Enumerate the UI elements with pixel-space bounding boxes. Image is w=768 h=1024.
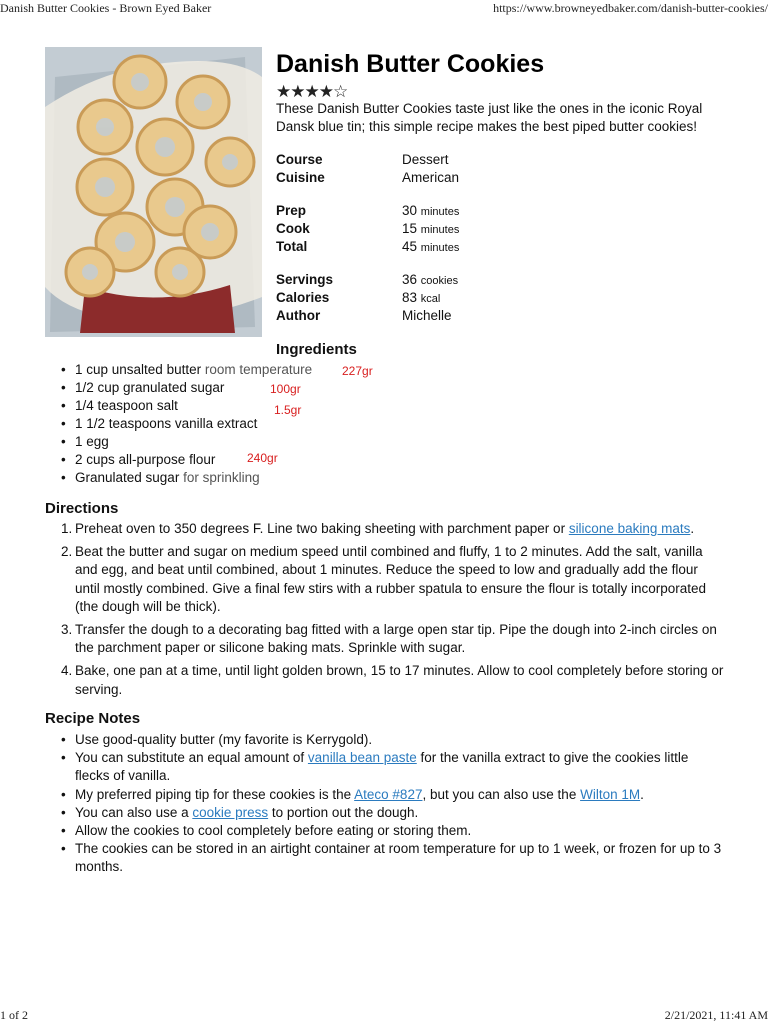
directions-heading: Directions — [45, 500, 119, 517]
directions-list — [45, 520, 725, 704]
print-header — [0, 0, 768, 16]
ingredient-item: • Granulated sugar for sprinkling — [45, 469, 312, 487]
wilton-1m-link[interactable]: Wilton 1M — [580, 786, 641, 802]
direction-step: 4. Bake, one pan at a time, until light golden brown, 15 to 17 minutes. Allow to cool completely before storing or serving. — [61, 663, 724, 697]
total-label: Total — [276, 239, 308, 254]
note-item: • Allow the cookies to cool completely before eating or storing them. — [45, 822, 725, 840]
author-label: Author — [276, 308, 321, 323]
cookie-press-link[interactable]: cookie press — [192, 804, 269, 820]
course-label: Course — [276, 152, 323, 167]
cook-value: 15 — [402, 221, 418, 236]
cook-label: Cook — [276, 221, 310, 236]
cuisine-value: American — [402, 170, 460, 185]
note-item: • The cookies can be stored in an airtight container at room temperature for up to 1 week, or frozen for up to 3 months. — [45, 840, 725, 876]
prep-value: 30 — [402, 203, 418, 218]
ingredient-item: • 1 cup unsalted butter room temperature — [45, 361, 312, 379]
recipe-photo — [45, 47, 262, 337]
ingredient-item: • 1/4 teaspoon salt — [45, 397, 312, 415]
recipe-notes-heading: Recipe Notes — [45, 710, 141, 727]
cuisine-label: Cuisine — [276, 170, 325, 185]
author-value: Michelle — [402, 308, 452, 323]
ateco-827-link[interactable]: Ateco #827 — [354, 786, 423, 802]
ingredients-list — [45, 361, 312, 487]
note-item: • My preferred piping tip for these cookies is the Ateco #827, but you can also use the Wilton 1M. — [45, 786, 725, 804]
recipe-summary: These Danish Butter Cookies taste just like the ones in the iconic Royal Dansk blue tin; this simple recipe makes the best piped butter cookies! — [276, 101, 703, 134]
note-item: • Use good-quality butter (my favorite is Kerrygold). — [45, 731, 725, 749]
handwritten-note: 100gr — [270, 382, 301, 396]
course-value: Dessert — [402, 152, 449, 167]
page-url[interactable]: https://www.browneyedbaker.com/danish-butter-cookies/ — [493, 1, 768, 15]
recipe-title: Danish Butter Cookies — [276, 50, 545, 78]
direction-step: 3. Transfer the dough to a decorating bag fitted with a large open star tip. Pipe the dough into 2-inch circles on the parchment paper or silicone baking mats. Sprinkle with sugar. — [61, 622, 717, 656]
recipe-notes-list — [45, 731, 725, 877]
calories-label: Calories — [276, 290, 330, 305]
silicone-baking-mats-link[interactable]: silicone baking mats — [568, 521, 691, 536]
prep-unit: minutes — [420, 206, 460, 218]
total-unit: minutes — [420, 242, 460, 254]
prep-label: Prep — [276, 203, 307, 218]
direction-step: 1. Preheat oven to 350 degrees F. Line two baking sheeting with parchment paper or silicone baking mats. — [61, 521, 695, 536]
handwritten-note: 240gr — [247, 451, 278, 465]
ingredient-item: • 1 egg — [45, 433, 312, 451]
print-footer — [0, 1006, 768, 1024]
total-value: 45 — [402, 239, 418, 254]
note-item: • You can also use a cookie press to portion out the dough. — [45, 804, 725, 822]
servings-value: 36 — [402, 272, 418, 287]
servings-label: Servings — [276, 272, 334, 287]
ingredients-heading: Ingredients — [276, 341, 357, 358]
calories-unit: kcal — [420, 293, 441, 305]
handwritten-note: 1.5gr — [274, 403, 302, 417]
note-item: • You can substitute an equal amount of vanilla bean paste for the vanilla extract to give the cookies little flecks of vanilla. — [45, 749, 725, 785]
ingredient-item: • 2 cups all-purpose flour — [45, 451, 312, 469]
print-timestamp: 2/21/2021, 11:41 AM — [664, 1008, 768, 1022]
page-title: Danish Butter Cookies - Brown Eyed Baker — [0, 1, 212, 15]
cook-unit: minutes — [420, 224, 460, 236]
direction-step: 2. Beat the butter and sugar on medium speed until combined and fluffy, 1 to 2 minutes. Add the salt, vanilla and egg, and beat until combined, about 1 minutes. Reduce the speed to low and gradually add the flour until mostly combined. Give a final few stirs with a rubber spatula to ensure the flour is totally incorporated (the dough will be thick). — [61, 544, 707, 614]
page-count: 1 of 2 — [0, 1008, 28, 1022]
ingredient-item: • 1 1/2 teaspoons vanilla extract — [45, 415, 312, 433]
ingredient-item: • 1/2 cup granulated sugar — [45, 379, 312, 397]
star-rating-icon[interactable]: ★★★★☆ — [276, 82, 348, 101]
handwritten-note: 227gr — [342, 364, 373, 378]
servings-unit: cookies — [420, 275, 459, 287]
vanilla-bean-paste-link[interactable]: vanilla bean paste — [307, 750, 417, 766]
calories-value: 83 — [402, 290, 418, 305]
